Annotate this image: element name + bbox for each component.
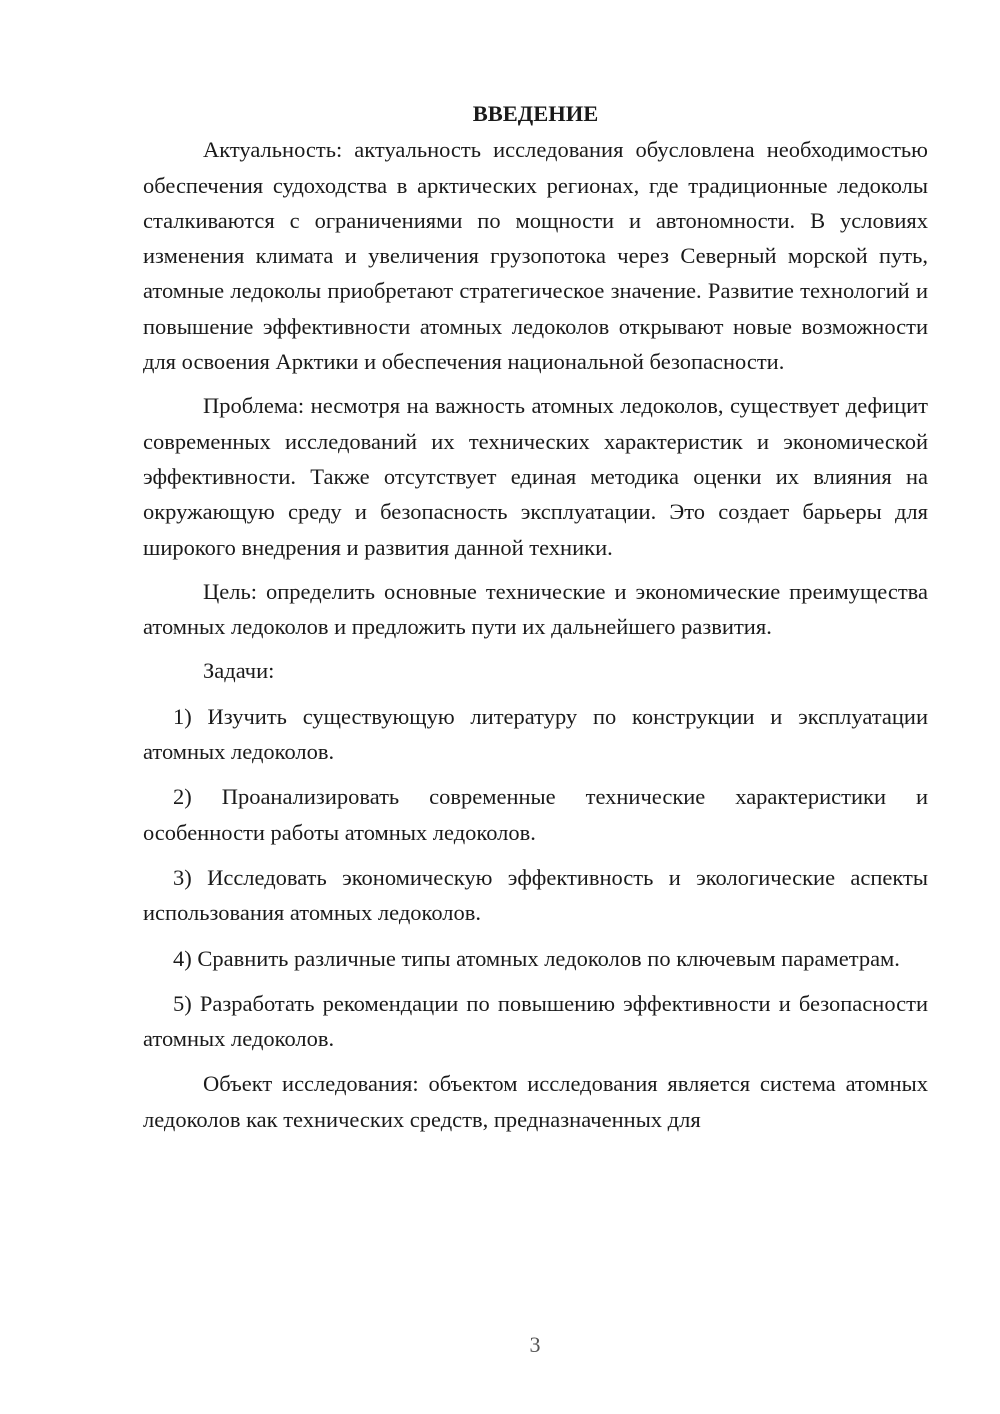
paragraph-goal: Цель: определить основные технические и экономические преимущества атомных ледоколов и предложить пути их дальнейшего развития. <box>143 578 928 640</box>
page-body <box>143 96 928 1146</box>
tasks-label: Задачи: <box>203 658 275 684</box>
list-item: 2) Проанализировать современные технические характеристики и особенности работы атомных ледоколов. <box>143 784 928 845</box>
list-item: 5) Разработать рекомендации по повышению эффективности и безопасности атомных ледоколов. <box>143 990 928 1052</box>
list-item: 1) Изучить существующую литературу по конструкции и эксплуатации атомных ледоколов. <box>143 703 928 765</box>
page-title: ВВЕДЕНИЕ <box>472 101 599 126</box>
paragraph-problem: Проблема: несмотря на важность атомных ледоколов, существует дефицит современных исследований их технических характеристик и экономической эффективности. Также отсутствует единая методика оценки их влияния на окружающую среду и безопасность эксплуатации. Это создает барьеры для широкого внедрения и развития данной техники. <box>143 393 928 560</box>
page-number: 3 <box>529 1332 541 1357</box>
list-item: 4) Сравнить различные типы атомных ледоколов по ключевым параметрам. <box>173 945 900 971</box>
list-item: 3) Исследовать экономическую эффективность и экологические аспекты использования атомных ледоколов. <box>143 864 928 926</box>
tasks-list <box>143 699 928 1057</box>
paragraph-object: Объект исследования: объектом исследования является система атомных ледоколов как технических средств, предназначенных для <box>143 1071 928 1132</box>
paragraph-relevance: Актуальность: актуальность исследования обусловлена необходимостью обеспечения судоходства в арктических регионах, где традиционные ледоколы сталкиваются с ограничениями по мощности и автономности. В условиях изменения климата и увеличения грузопотока через Северный морской путь, атомные ледоколы приобретают стратегическое значение. Развитие технологий и повышение эффективности атомных ледоколов открывают новые возможности для освоения Арктики и обеспечения национальной безопасности. <box>143 137 928 375</box>
